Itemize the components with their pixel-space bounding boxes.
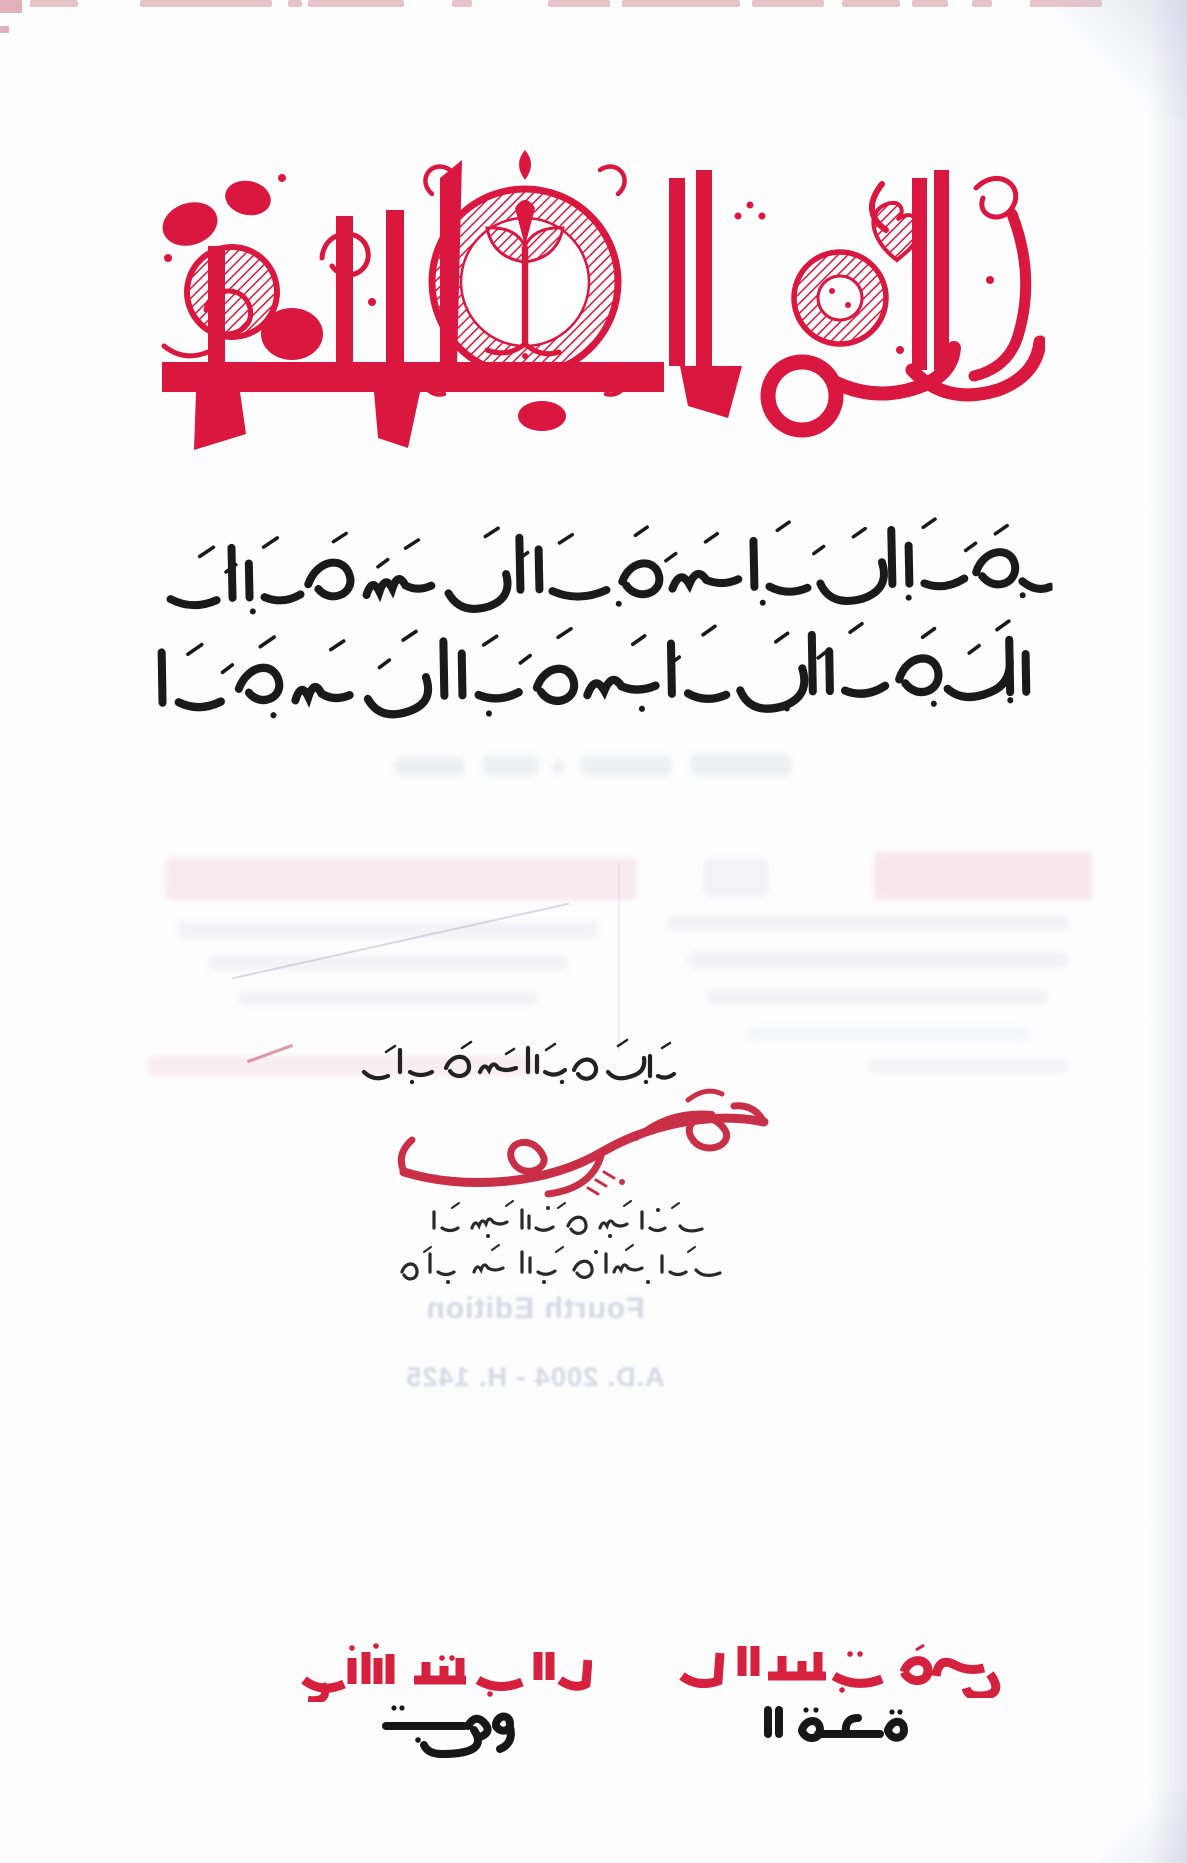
ghost-edition-bleedthrough: Fourth Edition bbox=[425, 1292, 645, 1325]
subtitle-line-1-artwork bbox=[159, 511, 1053, 626]
ghost-smudge bbox=[708, 990, 1048, 1004]
ghost-smudge bbox=[868, 1058, 1068, 1074]
edge-mark bbox=[912, 0, 948, 7]
editor-credit-line bbox=[356, 1038, 684, 1090]
city-beirut-artwork bbox=[378, 1698, 530, 1758]
editor-signature-artwork bbox=[392, 1086, 780, 1204]
page-corner-shadow bbox=[1095, 1791, 1187, 1863]
title-artwork bbox=[140, 150, 1045, 460]
ghost-date-bleedthrough: A.D. 2004 - H. 1425 bbox=[405, 1362, 665, 1392]
ghost-smudge bbox=[238, 992, 538, 1006]
editor-affiliation-1 bbox=[428, 1200, 708, 1242]
ghost-smudge bbox=[748, 1028, 1028, 1040]
ghost-smudge bbox=[874, 852, 1092, 900]
editor-signature bbox=[392, 1086, 780, 1204]
publisher-lebanese bbox=[292, 1636, 592, 1702]
edge-mark bbox=[842, 0, 900, 7]
edge-mark bbox=[140, 0, 272, 7]
subtitle-line-2-artwork bbox=[151, 614, 1051, 730]
ghost-smudge bbox=[688, 952, 1068, 968]
book-title-calligraphy bbox=[140, 150, 1045, 460]
ghost-smudge bbox=[581, 756, 671, 776]
ghost-dates-bleedthrough bbox=[395, 752, 805, 786]
ghost-smudge bbox=[483, 756, 538, 776]
city-cairo bbox=[758, 1700, 916, 1752]
editor-affiliation-2-artwork bbox=[396, 1242, 726, 1288]
editor-credit-artwork bbox=[356, 1038, 684, 1090]
edge-mark bbox=[308, 0, 404, 7]
publisher-lebanese-artwork bbox=[292, 1636, 592, 1702]
editor-affiliation-1-artwork bbox=[428, 1200, 708, 1242]
edge-mark bbox=[548, 0, 610, 7]
ghost-rule bbox=[618, 862, 620, 1052]
editor-affiliation-2 bbox=[396, 1242, 726, 1288]
ghost-smudge bbox=[668, 916, 1068, 930]
ghost-smudge bbox=[208, 956, 568, 970]
edge-mark bbox=[0, 0, 22, 13]
page-edge-shadow bbox=[1149, 0, 1187, 1863]
edge-mark bbox=[452, 0, 472, 7]
ghost-smudge bbox=[178, 922, 598, 938]
city-cairo-artwork bbox=[758, 1700, 916, 1752]
publisher-egyptian bbox=[672, 1634, 1014, 1698]
city-beirut bbox=[378, 1698, 530, 1758]
edge-mark bbox=[0, 26, 9, 33]
ghost-smudge bbox=[691, 754, 791, 776]
edge-mark bbox=[30, 0, 78, 7]
publisher-egyptian-artwork bbox=[672, 1634, 1014, 1698]
ghost-smudge bbox=[704, 860, 768, 896]
edge-mark bbox=[752, 0, 824, 7]
edge-mark bbox=[288, 0, 302, 7]
ghost-smudge bbox=[166, 858, 636, 900]
edge-mark bbox=[972, 0, 992, 7]
subtitle-line-2 bbox=[151, 614, 1051, 730]
edge-mark bbox=[622, 0, 740, 7]
ghost-smudge bbox=[553, 760, 563, 774]
subtitle-line-1 bbox=[159, 511, 1053, 626]
ghost-smudge bbox=[395, 758, 465, 776]
